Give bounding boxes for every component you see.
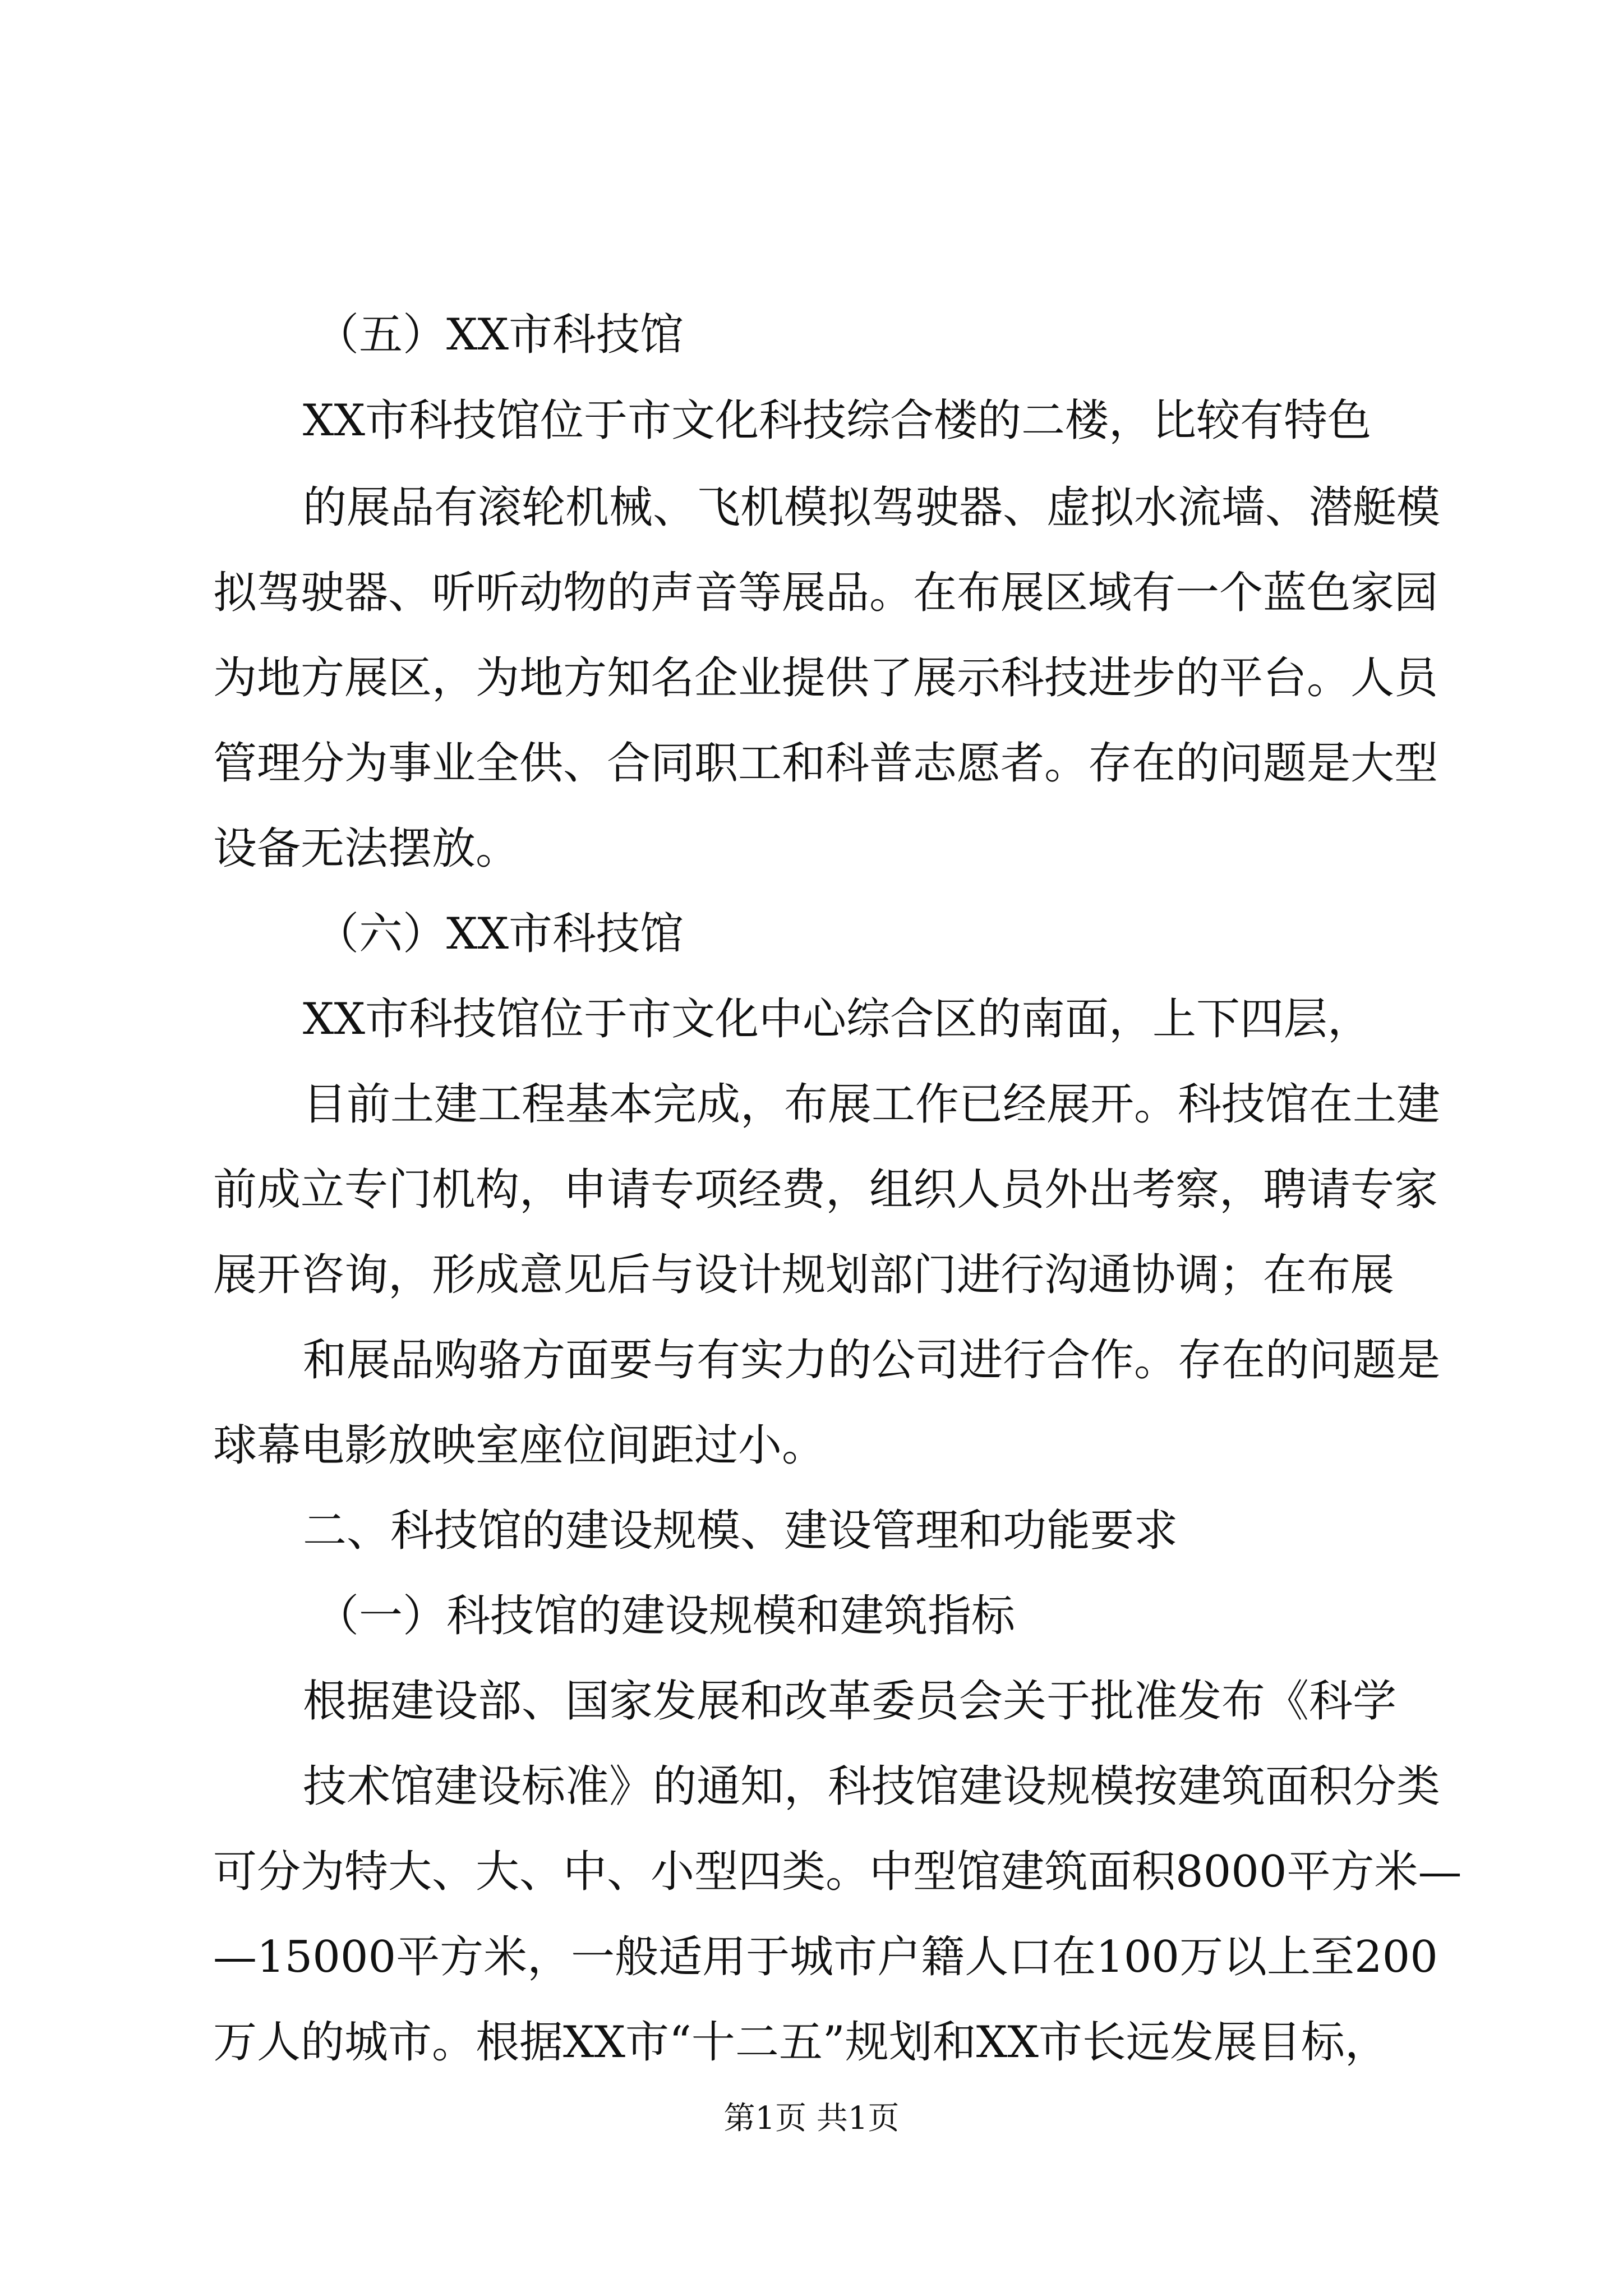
paragraph-line: 管理分为事业全供、合同职工和科普志愿者。存在的问题是大型	[213, 738, 1438, 789]
section-heading: 二、科技馆的建设规模、建设管理和功能要求	[303, 1506, 1178, 1556]
paragraph-line: 展开咨询，形成意见后与设计规划部门进行沟通协调；在布展	[213, 1250, 1395, 1300]
paragraph-line: 和展品购骆方面要与有实力的公司进行合作。存在的问题是	[303, 1335, 1441, 1386]
paragraph-line: 的展品有滚轮机械、飞机模拟驾驶器、虚拟水流墙、潜艇模	[303, 482, 1441, 533]
paragraph-line: 根据建设部、国家发展和改革委员会关于批准发布《科学	[303, 1676, 1397, 1727]
paragraph-line: XX市科技馆位于市文化中心综合区的南面，上下四层，	[303, 994, 1372, 1045]
page-footer: 第1页 共1页	[723, 2100, 900, 2137]
paragraph-line: 前成立专门机构，申请专项经费，组织人员外出考察，聘请专家	[213, 1165, 1438, 1215]
paragraph-line: 为地方展区，为地方知名企业提供了展示科技进步的平台。人员	[213, 653, 1438, 703]
subsection-heading: （一）科技馆的建设规模和建筑指标	[315, 1591, 1016, 1641]
paragraph-line: 目前土建工程基本完成，布展工作已经展开。科技馆在土建	[303, 1079, 1441, 1130]
heading-five: （五）XX市科技馆	[315, 310, 684, 360]
paragraph-line: 设备无法摆放。	[213, 823, 520, 874]
paragraph-line: 万人的城市。根据XX市“十二五”规划和XX市长远发展目标，	[213, 2017, 1389, 2068]
heading-six: （六）XX市科技馆	[315, 909, 684, 959]
paragraph-line: 技术馆建设标准》的通知，科技馆建设规模按建筑面积分类	[303, 1761, 1441, 1812]
paragraph-line: XX市科技馆位于市文化科技综合楼的二楼，比较有特色	[303, 395, 1372, 446]
paragraph-line: 球幕电影放映室座位间距过小。	[213, 1420, 826, 1471]
paragraph-line: 拟驾驶器、听听动物的声音等展品。在布展区域有一个蓝色家园	[213, 568, 1438, 618]
paragraph-line: 可分为特大、大、中、小型四类。中型馆建筑面积8000平方米—	[213, 1847, 1462, 1897]
paragraph-line: —15000平方米，一般适用于城市户籍人口在100万以上至200	[213, 1932, 1438, 1982]
